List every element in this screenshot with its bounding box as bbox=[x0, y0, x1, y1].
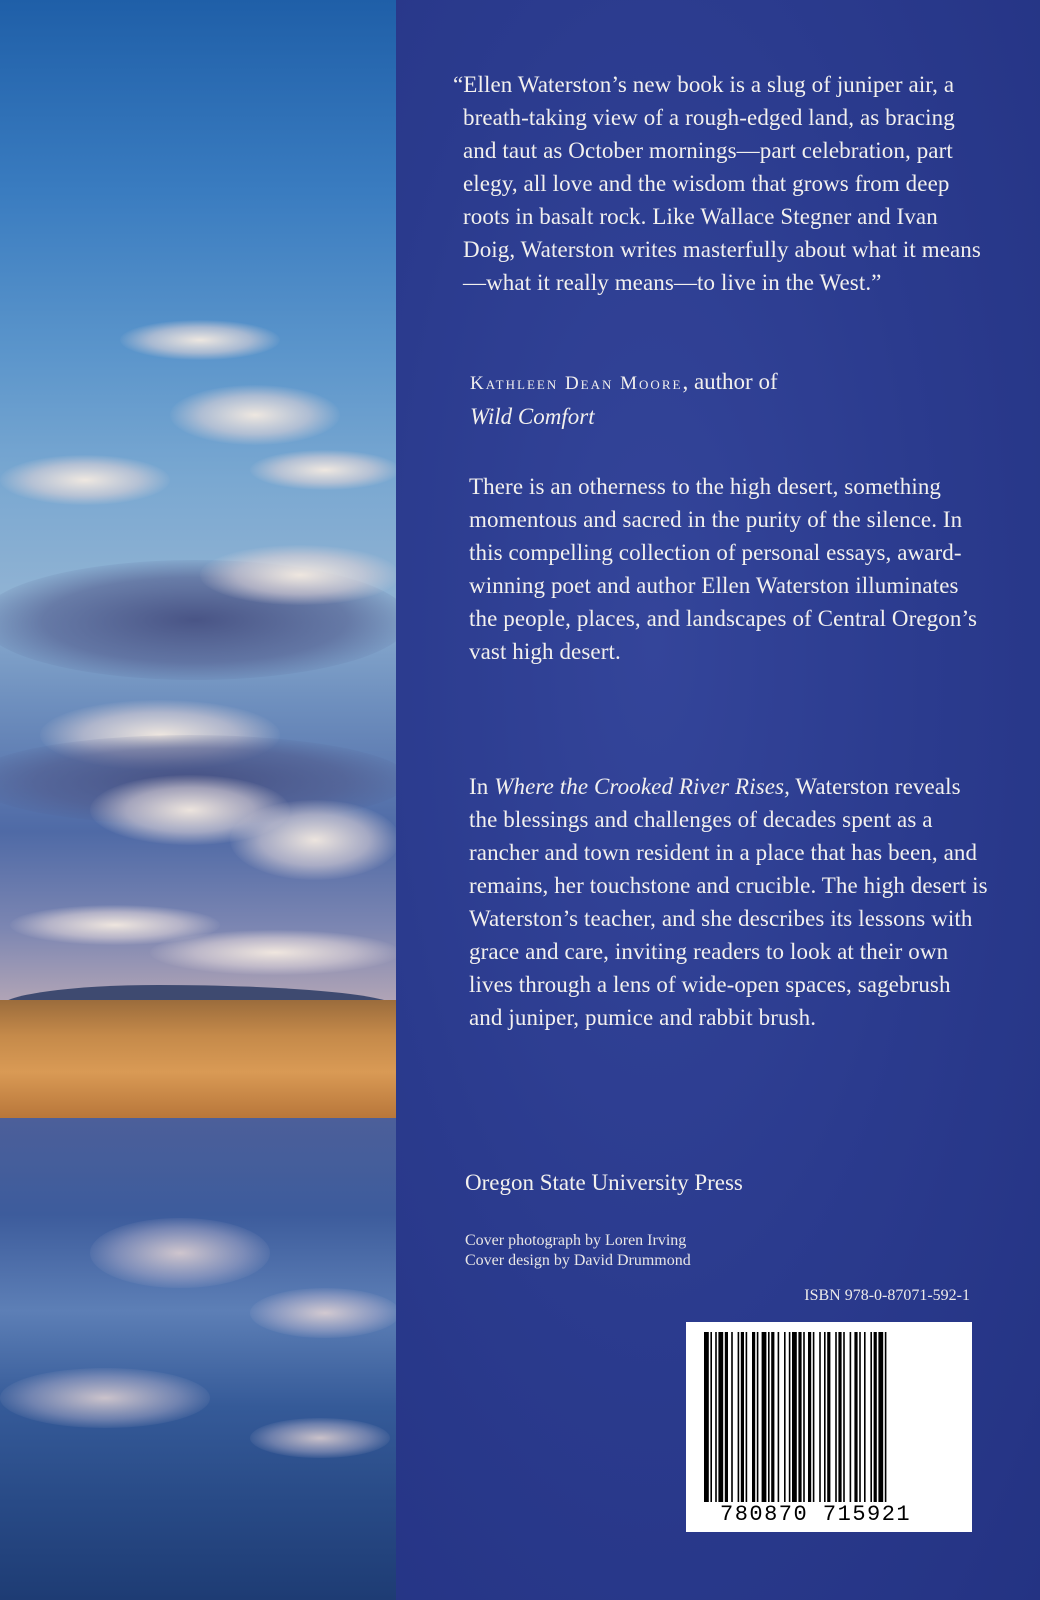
barcode-bar bbox=[792, 1332, 797, 1502]
barcode-bar bbox=[731, 1332, 733, 1502]
barcode-bar bbox=[725, 1332, 728, 1502]
paragraph-2-body: Waterston reveals the blessings and challenges of decades spent as a rancher and town resident in a place that has been, and remains, her touchstone and crucible. The high desert is Waterston’s teacher, and she describes its lessons with grace and care, inviting readers to look at their own lives through a lens of wide-open spaces, sagebrush and juniper, pumice and rabbit brush. bbox=[469, 774, 988, 1030]
description-paragraph-1: There is an otherness to the high desert, something momentous and sacred in the purity of the silence. In this compelling collection of personal essays, award-winning poet and author Ellen Waterston illuminates the people, places, and landscapes of Central Oregon’s vast high desert. bbox=[469, 474, 978, 664]
barcode-bar bbox=[813, 1332, 815, 1502]
barcode-bar bbox=[803, 1332, 805, 1502]
barcode-bar bbox=[827, 1332, 830, 1502]
description-paragraph-2 bbox=[469, 770, 989, 1034]
barcode-bar bbox=[718, 1332, 723, 1502]
barcode-bars bbox=[696, 1332, 962, 1504]
isbn-number: ISBN 978-0-87071-592-1 bbox=[804, 1287, 970, 1304]
barcode-bar bbox=[752, 1332, 755, 1502]
photo-credit: Cover photograph by Loren Irving bbox=[465, 1232, 687, 1249]
barcode-bar bbox=[874, 1332, 877, 1502]
attribution-work: Wild Comfort bbox=[470, 404, 595, 429]
blurb-quote: “Ellen Waterston’s new book is a slug of juniper air, a breath-taking view of a rough-edged land, as bracing and taut as October mornings—part celebration, part elegy, all love and the wisdom that grows from deep roots in basalt rock. Like Wallace Stegner and Ivan Doig, Waterston writes masterfully about what it means—what it really means—to live in the West.” bbox=[453, 72, 981, 295]
barcode-bar bbox=[838, 1332, 841, 1502]
barcode-bar bbox=[850, 1332, 852, 1502]
barcode-bar bbox=[798, 1332, 801, 1502]
barcode-bar bbox=[741, 1332, 744, 1502]
attribution-suffix: , author of bbox=[682, 369, 778, 394]
barcode-bar bbox=[885, 1332, 887, 1502]
barcode-bar bbox=[738, 1332, 740, 1502]
barcode-bar bbox=[870, 1332, 872, 1502]
paragraph-2-prefix: In bbox=[469, 774, 495, 799]
barcode-bar bbox=[808, 1332, 811, 1502]
barcode-bar bbox=[757, 1332, 759, 1502]
design-credit: Cover design by David Drummond bbox=[465, 1252, 691, 1269]
barcode-digits: 780870 715921 bbox=[720, 1502, 912, 1527]
cover-credits bbox=[465, 1231, 691, 1271]
barcode-bar bbox=[854, 1332, 857, 1502]
barcode-bar bbox=[859, 1332, 861, 1502]
barcode-bar bbox=[864, 1332, 866, 1502]
barcode-bar bbox=[835, 1332, 837, 1502]
barcode-bar bbox=[746, 1332, 748, 1502]
attribution-name: Kathleen Dean Moore bbox=[470, 373, 683, 394]
barcode-bar bbox=[704, 1332, 709, 1502]
barcode-bar bbox=[778, 1332, 780, 1502]
cover-photograph bbox=[0, 0, 396, 1600]
barcode-bar bbox=[824, 1332, 826, 1502]
barcode-bar bbox=[878, 1332, 883, 1502]
barcode bbox=[686, 1322, 972, 1532]
barcode-bar bbox=[784, 1332, 786, 1502]
barcode-bar bbox=[819, 1332, 821, 1502]
publisher-name: Oregon State University Press bbox=[465, 1170, 743, 1195]
blurb-attribution bbox=[470, 365, 990, 433]
book-title: Where the Crooked River Rises, bbox=[494, 774, 790, 799]
barcode-bar bbox=[710, 1332, 712, 1502]
barcode-bar bbox=[715, 1332, 717, 1502]
barcode-bar bbox=[762, 1332, 767, 1502]
barcode-bar bbox=[768, 1332, 770, 1502]
barcode-bar bbox=[789, 1332, 791, 1502]
barcode-bar bbox=[843, 1332, 845, 1502]
barcode-bar bbox=[771, 1332, 774, 1502]
